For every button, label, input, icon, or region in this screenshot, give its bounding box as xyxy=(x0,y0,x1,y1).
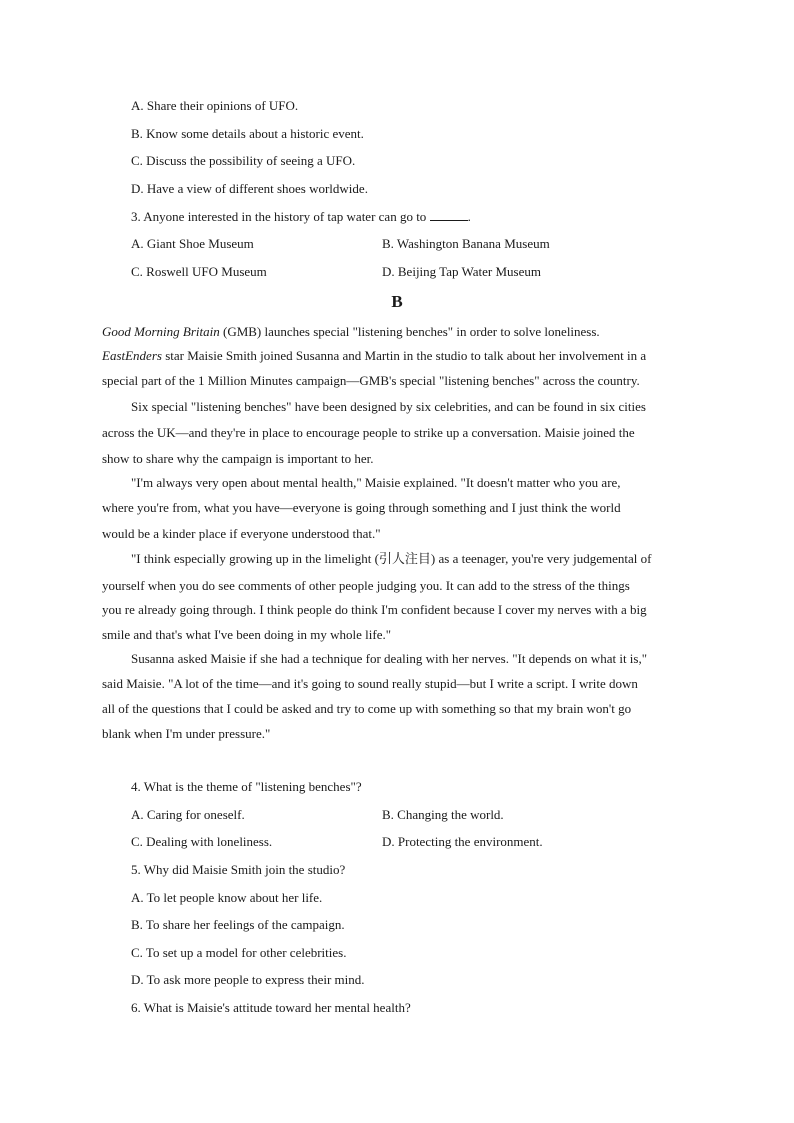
q3-option-d: D. Beijing Tap Water Museum xyxy=(382,264,541,279)
paragraph-1-line-1 xyxy=(102,324,694,340)
option-c: C. Discuss the possibility of seeing a UFO. xyxy=(131,153,356,168)
paragraph-2-line-3: show to share why the campaign is important to her. xyxy=(102,451,374,466)
section-title-b: B xyxy=(391,292,403,311)
paragraph-2-line-1: Six special "listening benches" have been designed by six celebrities, and can be found in six cities xyxy=(131,399,646,414)
paragraph-4-line-3: you re already going through. I think people do think I'm confident because I cover my nerves with a big xyxy=(102,602,647,617)
q3-option-b: B. Washington Banana Museum xyxy=(382,236,550,251)
question-3-stem: 3. Anyone interested in the history of tap water can go to xyxy=(131,209,430,224)
q3-option-c: C. Roswell UFO Museum xyxy=(131,264,267,279)
paragraph-1-line-3: special part of the 1 Million Minutes campaign—GMB's special "listening benches" across the country. xyxy=(102,373,640,388)
q5-option-b: B. To share her feelings of the campaign. xyxy=(131,917,345,932)
question-3-end: . xyxy=(467,209,471,224)
q5-option-a: A. To let people know about her life. xyxy=(131,890,323,905)
q4-option-a: A. Caring for oneself. xyxy=(131,807,245,822)
q4-option-d: D. Protecting the environment. xyxy=(382,834,543,849)
paragraph-4-line-1: "I think especially growing up in the limelight (引人注目) as a teenager, you're very judgemental of xyxy=(131,551,652,566)
show-title: EastEnders xyxy=(102,348,162,363)
paragraph-5-line-4: blank when I'm under pressure." xyxy=(102,726,271,741)
paragraph-4-line-4: smile and that's what I've been doing in my whole life." xyxy=(102,627,392,642)
q4-option-c: C. Dealing with loneliness. xyxy=(131,834,273,849)
option-a: A. Share their opinions of UFO. xyxy=(131,98,299,113)
paragraph-3-line-1: "I'm always very open about mental health," Maisie explained. "It doesn't matter who you are, xyxy=(131,475,621,490)
option-d: D. Have a view of different shoes worldwide. xyxy=(131,181,368,196)
question-5: 5. Why did Maisie Smith join the studio? xyxy=(131,862,346,877)
option-b: B. Know some details about a historic event. xyxy=(131,126,364,141)
paragraph-4-line-2: yourself when you do see comments of other people judging you. It can add to the stress of the things xyxy=(102,578,630,593)
paragraph-2-line-2: across the UK—and they're in place to encourage people to strike up a conversation. Maisie joined the xyxy=(102,425,635,440)
paragraph-text: star Maisie Smith joined Susanna and Martin in the studio to talk about her involvement in a xyxy=(161,348,647,363)
paragraph-3-line-3: would be a kinder place if everyone understood that." xyxy=(102,526,381,541)
q3-option-a: A. Giant Shoe Museum xyxy=(131,236,254,251)
paragraph-1-line-2 xyxy=(102,348,694,364)
answer-blank xyxy=(430,208,468,221)
paragraph-5-line-3: all of the questions that I could be asked and try to come up with something so that my brain won't go xyxy=(102,701,632,716)
question-3 xyxy=(131,208,471,225)
paragraph-3-line-2: where you're from, what you have—everyone is going through something and I just think the world xyxy=(102,500,621,515)
question-4: 4. What is the theme of "listening benches"? xyxy=(131,779,362,794)
q4-option-b: B. Changing the world. xyxy=(382,807,504,822)
paragraph-5-line-1: Susanna asked Maisie if she had a technique for dealing with her nerves. "It depends on what it is," xyxy=(131,651,648,666)
show-title: Good Morning Britain xyxy=(102,324,220,339)
q5-option-c: C. To set up a model for other celebrities. xyxy=(131,945,347,960)
q5-option-d: D. To ask more people to express their mind. xyxy=(131,972,365,987)
question-6: 6. What is Maisie's attitude toward her mental health? xyxy=(131,1000,411,1015)
paragraph-text: (GMB) launches special "listening benches" in order to solve loneliness. xyxy=(219,324,600,339)
paragraph-5-line-2: said Maisie. "A lot of the time—and it's going to sound really stupid—but I write a script. I write down xyxy=(102,676,638,691)
